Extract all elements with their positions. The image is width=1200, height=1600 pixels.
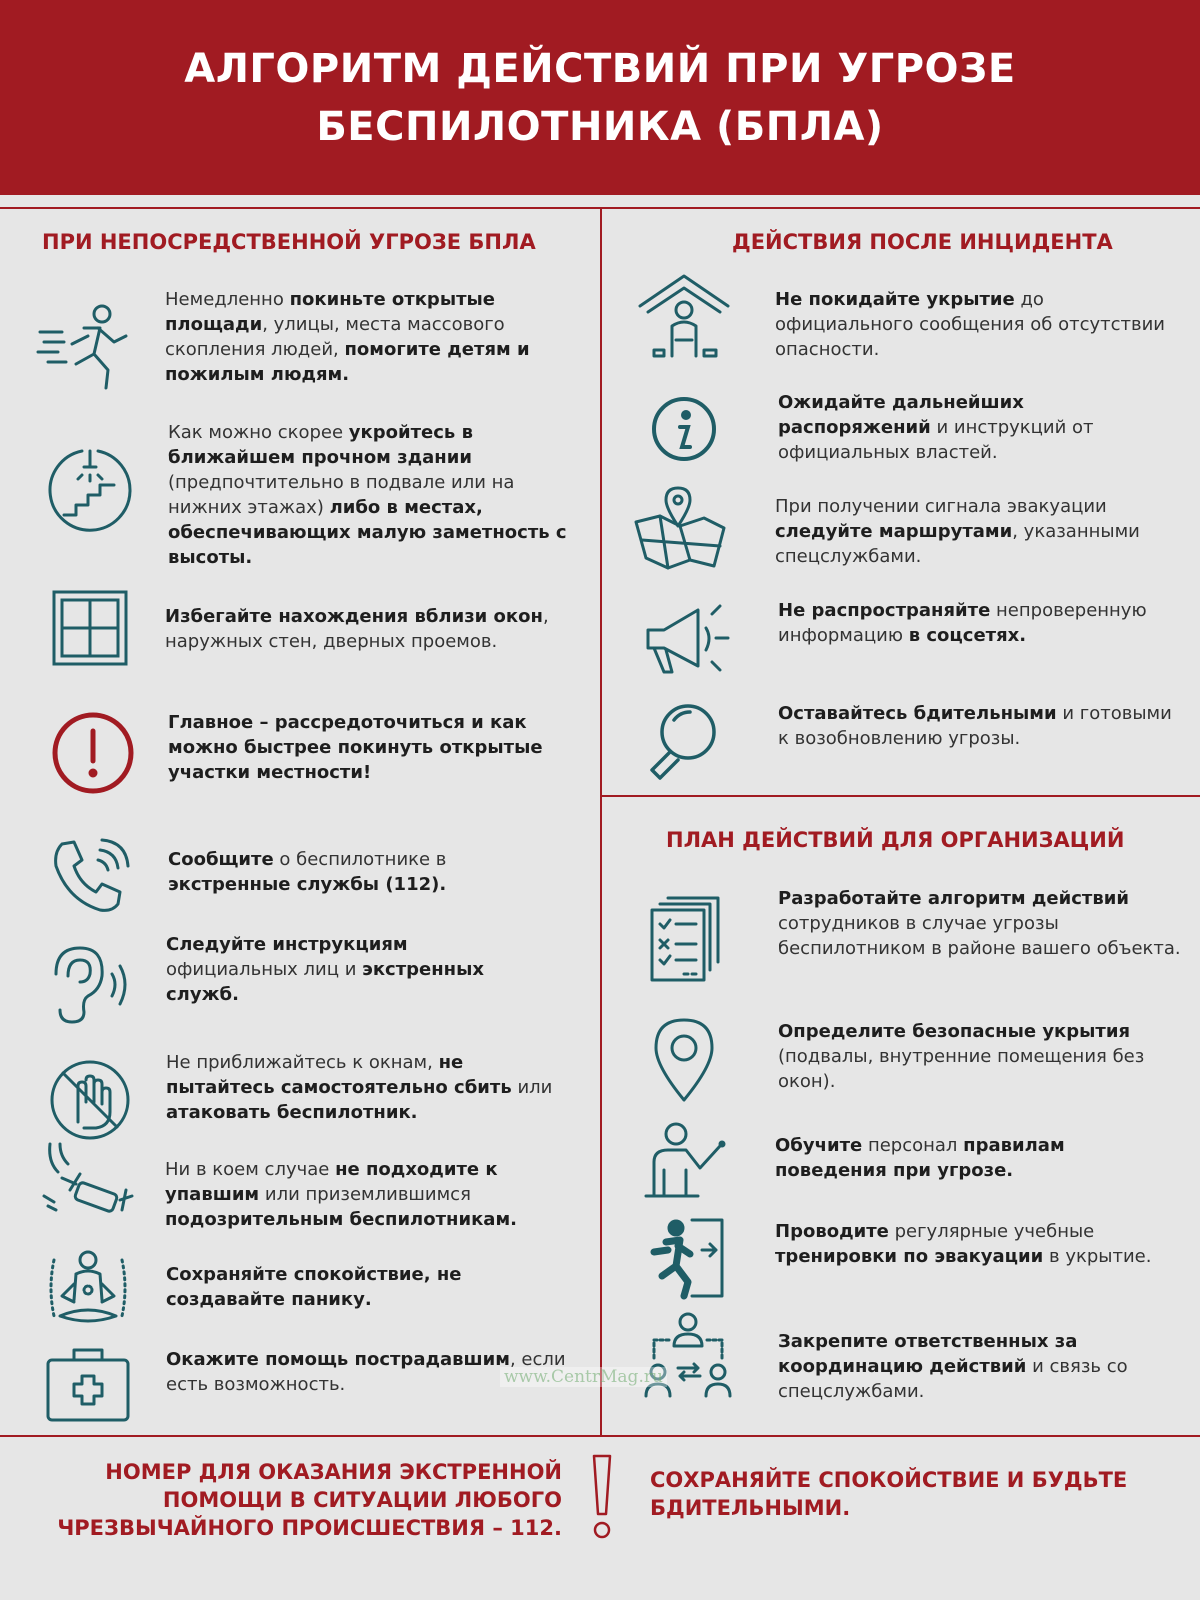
stairs-shelter-icon <box>42 443 138 539</box>
stay-calm-note: СОХРАНЯЙТЕ СПОКОЙСТВИЕ И БУДЬТЕ БДИТЕЛЬНЫМИ. <box>650 1468 1128 1520</box>
item-text-part: и связь со спецслужбами. <box>778 1356 1128 1402</box>
item-text-part: регулярные учебные <box>888 1221 1095 1242</box>
teacher-icon <box>640 1118 736 1214</box>
item-text <box>168 847 568 897</box>
item-text <box>775 1133 1175 1183</box>
item-text <box>778 598 1178 648</box>
item-text-bold: Избегайте нахождения вблизи окон <box>165 606 543 627</box>
item-text-part: Как можно скорее <box>168 422 349 443</box>
item-text-part: и инструкций от официальных властей. <box>778 417 1094 463</box>
exclamation-mark-icon <box>588 1452 616 1542</box>
checklist-icon <box>640 892 736 988</box>
item-text-bold: экстренные службы (112). <box>168 874 447 895</box>
shelter-person-icon <box>636 270 732 366</box>
item-text <box>166 1050 566 1125</box>
left-section-title: ПРИ НЕПОСРЕДСТВЕННОЙ УГРОЗЕ БПЛА <box>42 230 536 254</box>
item-text <box>165 1157 585 1232</box>
watermark: www.CentrMag.ru <box>500 1367 667 1387</box>
item-text-bold: Оставайтесь бдительными <box>778 703 1057 724</box>
center-divider <box>600 207 602 1435</box>
item-text-part: , указанными спецслужбами. <box>775 521 1140 567</box>
item-text-bold: в соцсетях. <box>908 625 1027 646</box>
window-icon <box>42 580 138 676</box>
item-text <box>778 390 1178 465</box>
item-text-part: непроверенную информацию <box>778 600 1147 646</box>
item-text-bold: Сообщите <box>168 849 274 870</box>
item-text-part: о беспилотнике в <box>273 849 447 870</box>
phone-call-icon <box>42 830 138 926</box>
page-title <box>184 40 1016 156</box>
title-line-1: АЛГОРИТМ ДЕЙСТВИЙ ПРИ УГРОЗЕ <box>184 45 1016 92</box>
item-text <box>166 1262 566 1312</box>
item-text-part: сотрудников в случае угрозы беспилотником в районе вашего объекта. <box>778 913 1181 959</box>
emergency-number-note: НОМЕР ДЛЯ ОКАЗАНИЯ ЭКСТРЕННОЙ ПОМОЩИ В СИТУАЦИИ ЛЮБОГО ЧРЕЗВЫЧАЙНОГО ПРОИСШЕСТВИЯ – 112. <box>57 1460 562 1540</box>
item-text-bold: не подходите к упавшим <box>165 1159 498 1205</box>
item-text <box>166 932 536 1007</box>
item-text <box>775 1219 1185 1269</box>
item-text-bold: атаковать беспилотник. <box>166 1102 418 1123</box>
ear-listening-icon <box>42 938 138 1034</box>
header-banner <box>0 0 1200 195</box>
item-text-part: или <box>511 1077 553 1098</box>
megaphone-icon <box>636 592 732 688</box>
item-text-bold: следуйте маршрутами <box>775 521 1013 542</box>
item-text-bold: экстренных служб. <box>166 959 484 1005</box>
right-bottom-section-title: ПЛАН ДЕЙСТВИЙ ДЛЯ ОРГАНИЗАЦИЙ <box>666 828 1125 852</box>
item-text <box>165 287 565 387</box>
location-pin-icon <box>636 1012 732 1108</box>
item-text <box>778 886 1188 961</box>
item-text-bold: укройтесь в ближайшем прочном здании <box>168 422 473 468</box>
item-text-part: и готовыми к возобновлению угрозы. <box>778 703 1172 749</box>
item-text-part: Не приближайтесь к окнам, <box>166 1052 439 1073</box>
emergency-exit-icon <box>640 1210 736 1306</box>
item-text-part: , если есть возможность. <box>166 1349 566 1395</box>
item-text-bold: Разработайте алгоритм действий <box>778 888 1129 909</box>
item-text-bold: подозрительным беспилотникам. <box>165 1209 518 1230</box>
item-text-bold: Определите безопасные укрытия <box>778 1021 1131 1042</box>
exclamation-circle-icon <box>45 705 141 801</box>
item-text-bold: помогите детям и пожилым людям. <box>165 339 530 385</box>
info-icon <box>636 381 732 477</box>
item-text-part: , наружных стен, дверных проемов. <box>165 606 549 652</box>
first-aid-kit-icon <box>40 1336 136 1432</box>
item-text-part: официальных лиц и <box>166 959 363 980</box>
item-text-bold: тренировки по эвакуации <box>775 1246 1044 1267</box>
item-text <box>778 1329 1178 1404</box>
item-text-bold: Проводите <box>775 1221 889 1242</box>
item-text-part: в укрытие. <box>1043 1246 1152 1267</box>
running-person-icon <box>36 298 132 394</box>
bottom-divider <box>0 1435 1200 1437</box>
item-text <box>168 710 578 785</box>
item-text-part: (подвалы, внутренние помещения без окон). <box>778 1046 1145 1092</box>
item-text-bold: либо в местах, обеспечивающих малую заметность с высоты. <box>168 497 567 568</box>
item-text-part: (предпочтительно в подвале или на нижних этажах) <box>168 472 515 518</box>
item-text-bold: покиньте открытые площади <box>165 289 496 335</box>
item-text <box>775 494 1185 569</box>
right-section-divider <box>601 795 1200 797</box>
item-text <box>778 1019 1188 1094</box>
fallen-drone-icon <box>40 1138 136 1234</box>
item-text-bold: Не распространяйте <box>778 600 991 621</box>
item-text-bold: Главное – рассредоточиться и как можно быстрее покинуть открытые участки местности! <box>168 712 543 783</box>
item-text-bold: Закрепите ответственных за координацию действий <box>778 1331 1078 1377</box>
meditation-icon <box>40 1240 136 1336</box>
magnifier-icon <box>640 696 736 792</box>
item-text-part: персонал <box>862 1135 964 1156</box>
item-text-part: Немедленно <box>165 289 290 310</box>
team-coordination-icon <box>640 1310 736 1406</box>
item-text-part: , улицы, места массового скопления людей, <box>165 314 505 360</box>
item-text-part: При получении сигнала эвакуации <box>775 496 1107 517</box>
title-line-2: БЕСПИЛОТНИКА (БПЛА) <box>316 103 884 150</box>
no-hand-icon <box>42 1052 138 1148</box>
item-text <box>778 701 1178 751</box>
item-text <box>165 604 585 654</box>
item-text-bold: не пытайтесь самостоятельно сбить <box>166 1052 512 1098</box>
item-text-bold: Окажите помощь пострадавшим <box>166 1349 510 1370</box>
map-pin-icon <box>632 486 728 582</box>
item-text-part: до официального сообщения об отсутствии опасности. <box>775 289 1165 360</box>
item-text-part: Ни в коем случае <box>165 1159 336 1180</box>
item-text-bold: Ожидайте дальнейших распоряжений <box>778 392 1024 438</box>
item-text-part: или приземлившимся <box>259 1184 471 1205</box>
item-text <box>168 420 568 570</box>
item-text-bold: Следуйте инструкциям <box>166 934 408 955</box>
right-top-section-title: ДЕЙСТВИЯ ПОСЛЕ ИНЦИДЕНТА <box>732 230 1113 254</box>
item-text-bold: правилам поведения при угрозе. <box>775 1135 1065 1181</box>
item-text-bold: Обучите <box>775 1135 863 1156</box>
item-text-bold: Сохраняйте спокойствие, не создавайте панику. <box>166 1264 462 1310</box>
item-text <box>775 287 1175 362</box>
item-text-bold: Не покидайте укрытие <box>775 289 1015 310</box>
